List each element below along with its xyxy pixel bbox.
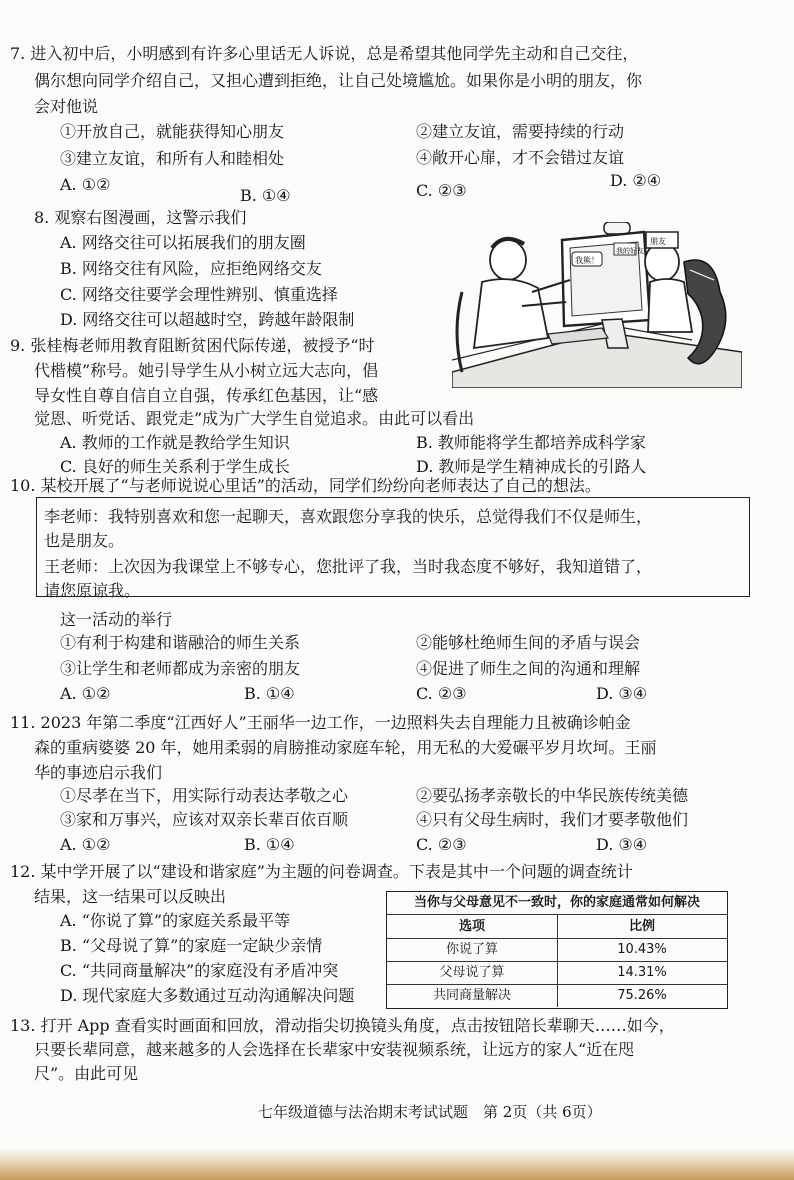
q7-option-c: C. ②③ [416,181,467,200]
q11-option-b: B. ①④ [244,835,295,854]
q10-quote2-line2: 请您原谅我。 [44,581,141,600]
q7-statement-2: ②建立友谊，需要持续的行动 [416,122,625,141]
q12-survey-table [386,891,728,1009]
q7-stem-line3: 会对他说 [34,97,99,116]
q11-statement-1: ①尽孝在当下，用实际行动表达孝敬之心 [60,786,349,805]
q12-option-a: A. “你说了算”的家庭关系最平等 [60,911,291,930]
q11-option-d: D. ③④ [596,835,648,854]
page-footer: 七年级道德与法治期末考试试题 第 2页（共 6页） [258,1103,602,1121]
q11-stem-line2: 森的重病婆婆 20 年，她用柔弱的肩膀推动家庭车轮，用无私的大爱碾平岁月坎坷。王丽 [34,738,657,757]
table-row [387,938,727,962]
cartoon-sign-text: 朋友 [650,237,666,246]
survey-col-ratio-header: 比例 [628,919,655,934]
q11-stem-line1: 11. 2023 年第二季度“江西好人”王丽华一边工作，一边照料失去自理能力且被确诊帕金 [10,713,631,732]
q9-option-a: A. 教师的工作就是教给学生知识 [60,433,290,452]
q9-stem-line2: 代楷模”称号。她引导学生从小树立远大志向，倡 [34,361,379,380]
survey-col-option-header: 选项 [387,915,558,938]
table-row [387,984,727,1007]
q10-statement-3: ③让学生和老师都成为亲密的朋友 [60,659,301,678]
survey-option-cell: 共同商量解决 [387,984,558,1007]
q10-quote1-line2: 也是朋友。 [44,531,125,550]
survey-ratio-cell: 14.31% [617,965,667,980]
q8-option-a: A. 网络交往可以拓展我们的朋友圈 [60,233,306,252]
q10-option-d: D. ③④ [596,684,648,703]
q7-stem-line2: 偶尔想向同学介绍自己，又担心遭到拒绝，让自己处境尴尬。如果你是小明的朋友，你 [34,71,643,90]
q12-stem-line2: 结果，这一结果可以反映出 [34,887,227,906]
q9-stem-line4: 觉恩、听党话、跟党走”成为广大学生自觉追求。由此可以看出 [34,409,475,428]
q10-stem: 10. 某校开展了“与老师说说心里话”的活动，同学们纷纷向老师表达了自己的想法。 [10,476,601,495]
q11-option-c: C. ②③ [416,835,467,854]
q11-statement-2: ②要弘扬孝亲敬长的中华民族传统美德 [416,786,689,805]
q7-option-d: D. ②④ [610,171,662,190]
survey-ratio-cell: 10.43% [617,942,667,957]
q13-stem-line3: 尺”。由此可见 [34,1064,139,1083]
table-row [387,961,727,985]
q7-option-b: B. ①④ [240,186,291,205]
q8-stem: 8. 观察右图漫画，这警示我们 [34,208,247,227]
q7-stem-line1: 7. 进入初中后，小明感到有许多心里话无人诉说，总是希望其他同学先主动和自己交往， [10,44,639,63]
q11-option-a: A. ①② [60,835,111,854]
q12-stem-line1: 12. 某中学开展了以“建设和谐家庭”为主题的问卷调查。下表是其中一个问题的调查统计 [10,862,633,881]
q12-option-d: D. 现代家庭大多数通过互动沟通解决问题 [60,986,355,1005]
survey-header-row [387,915,727,939]
q10-lead: 这一活动的举行 [60,610,173,629]
q10-quote1-line1: 李老师：我特别喜欢和您一起聊天，喜欢跟您分享我的快乐，总觉得我们不仅是师生， [44,507,653,526]
q10-option-b: B. ①④ [244,684,295,703]
cartoon-bubble-text: 我熊！ [575,256,599,265]
q8-cartoon-illustration [452,222,742,388]
q13-stem-line1: 13. 打开 App 查看实时画面和回放，滑动指尖切换镜头角度，点击按钮陪长辈聊天……如今， [10,1016,675,1035]
q13-stem-line2: 只要长辈同意，越来越多的人会选择在长辈家中安装视频系统，让远方的家人“近在咫 [34,1040,635,1059]
survey-option-cell: 你说了算 [387,938,558,961]
survey-ratio-cell: 75.26% [617,988,667,1003]
q10-option-a: A. ①② [60,684,111,703]
q9-option-c: C. 良好的师生关系利于学生成长 [60,457,290,476]
webcam-icon [604,222,630,234]
q8-option-b: B. 网络交往有风险，应拒绝网络交友 [60,259,322,278]
q12-option-b: B. “父母说了算”的家庭一定缺少亲情 [60,936,323,955]
q7-option-a: A. ①② [60,175,111,194]
q7-statement-1: ①开放自己，就能获得知心朋友 [60,122,285,141]
q7-statement-3: ③建立友谊，和所有人和睦相处 [60,149,285,168]
q11-statement-3: ③家和万事兴，应该对双亲长辈百依百顺 [60,810,349,829]
q9-stem-line3: 导女性自尊自信自立自强，传承红色基因，让“感 [34,386,379,405]
q8-option-c: C. 网络交往要学会理性辨别、慎重选择 [60,285,338,304]
q9-option-d: D. 教师是学生精神成长的引路人 [416,457,647,476]
q12-option-c: C. “共同商量解决”的家庭没有矛盾冲突 [60,961,339,980]
q10-statement-1: ①有利于构建和谐融洽的师生关系 [60,633,301,652]
survey-option-cell: 父母说了算 [387,961,558,984]
q9-option-b: B. 教师能将学生都培养成科学家 [416,433,646,452]
q10-statement-2: ②能够杜绝师生间的矛盾与误会 [416,633,641,652]
q7-statement-4: ④敞开心扉，才不会错过友谊 [416,148,625,167]
survey-table-title: 当你与父母意见不一致时，你的家庭通常如何解决 [387,892,727,915]
cartoon-screen-text: 我的好友 [616,247,644,255]
q9-stem-line1: 9. 张桂梅老师用教育阻断贫困代际传递，被授予“时 [10,336,375,355]
q8-option-d: D. 网络交往可以超越时空，跨越年龄限制 [60,310,355,329]
q10-option-c: C. ②③ [416,684,467,703]
q11-stem-line3: 华的事迹启示我们 [34,763,163,782]
q10-statement-4: ④促进了师生之间的沟通和理解 [416,659,641,678]
scan-edge-decoration [0,1148,794,1180]
q11-statement-4: ④只有父母生病时，我们才要孝敬他们 [416,810,689,829]
q10-quote2-line1: 王老师：上次因为我课堂上不够专心，您批评了我，当时我态度不够好，我知道错了， [44,557,653,576]
